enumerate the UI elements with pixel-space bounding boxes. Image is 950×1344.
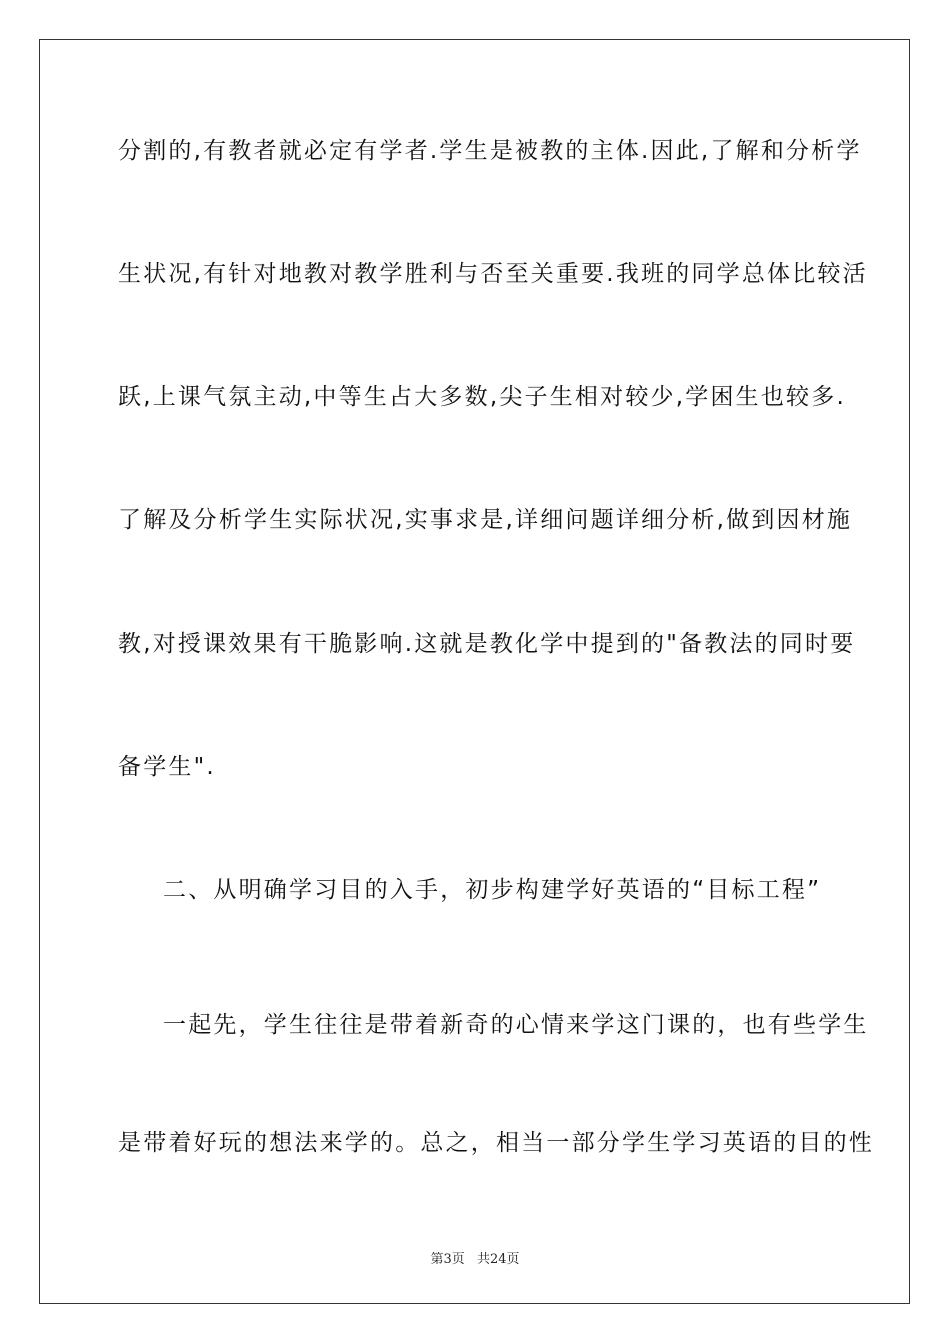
paragraph-first-line: 一起先，学生往往是带着新奇的心情来学这门课的，也有些学生 [163,1012,869,1038]
body-text-line-1: 分割的,有教者就必定有学者.学生是被教的主体.因此,了解和分析学 [118,138,862,164]
section-heading: 二、从明确学习目的入手，初步构建学好英语的“目标工程” [163,877,822,903]
page-footer [0,1248,950,1267]
paragraph-second-line: 是带着好玩的想法来学的。总之，相当一部分学生学习英语的目的性 [118,1130,874,1156]
body-text-line-3: 跃,上课气氛主动,中等生占大多数,尖子生相对较少,学困生也较多. [118,384,846,410]
body-text-line-5: 教,对授课效果有干脆影响.这就是教化学中提到的"备教法的同时要 [118,631,856,657]
page-number: 第3页 [430,1252,465,1267]
body-text-line-6: 备学生". [118,754,216,780]
page-border [39,39,910,1304]
body-text-line-2: 生状况,有针对地教对教学胜利与否至关重要.我班的同学总体比较活 [118,261,868,287]
total-pages: 共24页 [476,1252,520,1267]
body-text-line-4: 了解及分析学生实际状况,实事求是,详细问题详细分析,做到因材施 [118,507,853,533]
